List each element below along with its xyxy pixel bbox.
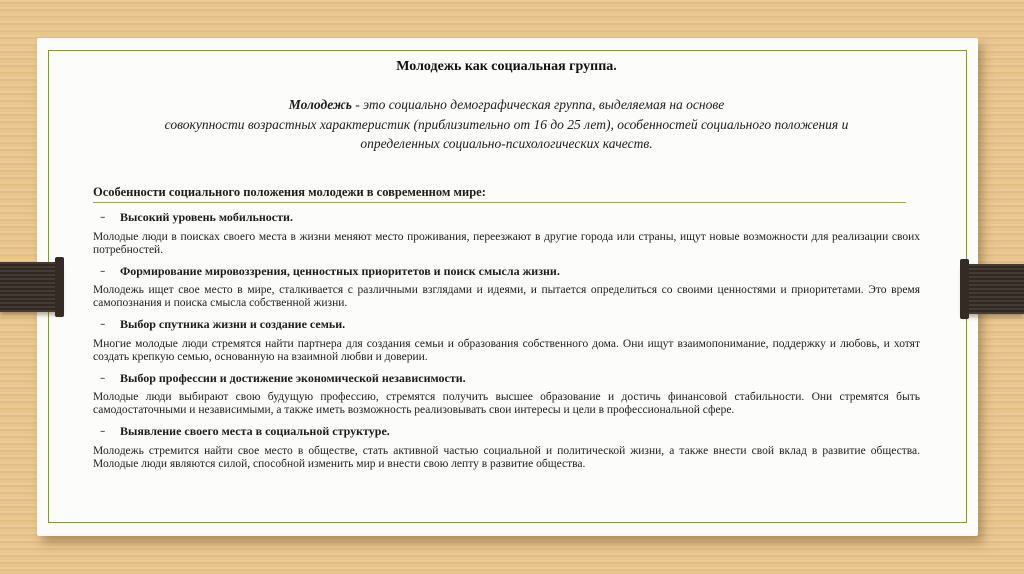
list-item-body: Многие молодые люди стремятся найти партнера для создания семьи и образования собственного дома. Они ищут взаимопонимание, поддержку и любовь, и хотят создать крепкую семью, основанную на взаимной любви и доверии. [93, 337, 920, 363]
dash-bullet: - [100, 261, 106, 279]
list-item-title [93, 368, 920, 386]
definition-line-1-rest: - это социально демографическая группа, выделяемая на основе [351, 97, 725, 112]
list-item-body: Молодежь ищет свое место в мире, сталкивается с различными взглядами и идеями, и пытается определиться со своими ценностями и приоритетами. Это время самопознания и поиска смысла собственной жизни. [93, 284, 920, 309]
slide-card [37, 38, 978, 536]
dash-bullet: - [100, 208, 106, 225]
heading-underline [93, 202, 906, 204]
slide-title: Молодежь как социальная группа. [396, 59, 617, 74]
dash-bullet: - [100, 315, 106, 332]
list-item-title [93, 261, 920, 279]
definition-term: Молодежь [288, 97, 352, 112]
list-item-title-text: Выбор профессии и достижение экономической независимости. [120, 370, 466, 385]
slide-content [93, 58, 920, 522]
list-item-title-text: Формирование мировоззрения, ценностных приоритетов и поиск смысла жизни. [120, 263, 560, 278]
definition-line-2: совокупности возрастных характеристик (приблизительно от 16 до 25 лет), особенностей социального положения и [164, 116, 849, 132]
section-heading: Особенности социального положения молодежи в современном мире: [93, 184, 486, 199]
dash-bullet: - [100, 368, 106, 386]
ribbon-right-cap [960, 259, 969, 319]
ribbon-left [0, 262, 62, 312]
list-item-title [93, 208, 920, 225]
list-item-title-text: Выявление своего места в социальной структуре. [120, 424, 390, 438]
list-item-title-text: Высокий уровень мобильности. [120, 210, 293, 224]
definition-line-1 [93, 95, 920, 115]
list-item-title-text: Выбор спутника жизни и создание семьи. [120, 317, 346, 331]
definition-line-3: определенных социально-психологических качеств. [360, 136, 653, 151]
list-item-body: Молодежь стремится найти свое место в обществе, стать активной частью социальной и политической жизни, а также внести свой вклад в развитие общества. Молодые люди являются силой, способной изменить мир и внести свою лепту в развитие общества. [93, 444, 920, 470]
list-item-body: Молодые люди в поисках своего места в жизни меняют место проживания, переезжают в другие города или страны, ищут новые возможности для реализации своих потребностей. [93, 230, 920, 256]
ribbon-right [962, 264, 1024, 314]
dash-bullet: - [100, 422, 106, 439]
list-item-title [93, 315, 920, 332]
ribbon-left-cap [55, 257, 64, 317]
list-item-title [93, 422, 920, 439]
list-item-body: Молодые люди выбирают свою будущую профессию, стремятся получить высшее образование и достичь финансовой стабильности. Они стремятся быть самодостаточными и независимыми, а также иметь возможность реализовывать свои интересы и цели в профессиональной сфере. [93, 391, 920, 416]
definition-paragraph [93, 95, 920, 154]
